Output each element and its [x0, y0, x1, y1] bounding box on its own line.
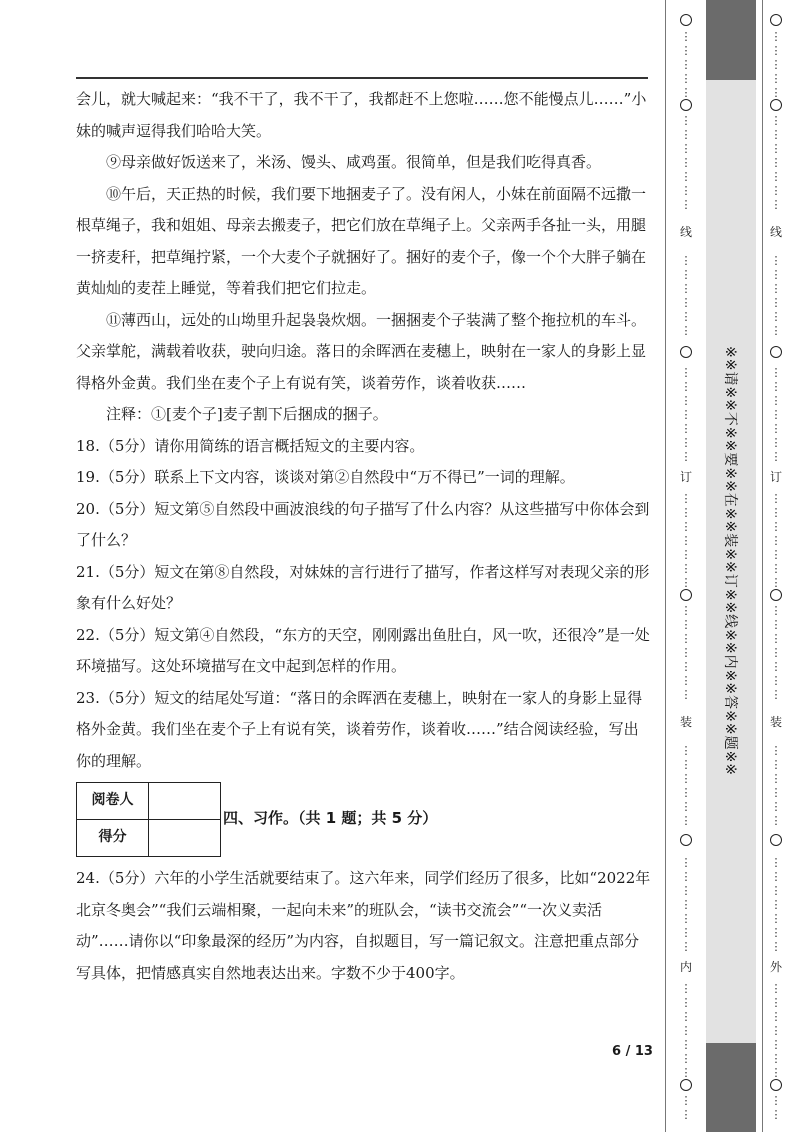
- outer-dot: ⋮: [770, 1038, 782, 1051]
- outer-dot: ⋮: [770, 366, 782, 379]
- outer-dot: ⋮: [770, 898, 782, 911]
- inner-dot: ⋮: [680, 170, 692, 183]
- inner-ring-4: [680, 589, 692, 601]
- binding-band-bottom: [706, 1043, 756, 1132]
- outer-dot: ⋮: [770, 450, 782, 463]
- inner-dot: ⋮: [680, 408, 692, 421]
- outer-dot: ⋮: [770, 870, 782, 883]
- inner-dot: ⋮: [680, 870, 692, 883]
- inner-ring-5: [680, 834, 692, 846]
- inner-dot: ⋮: [680, 1052, 692, 1065]
- inner-dot: ⋮: [680, 72, 692, 85]
- outer-dot: ⋮: [770, 380, 782, 393]
- inner-dot: ⋮: [680, 786, 692, 799]
- question-23: 23.（5分）短文的结尾处写道：“落日的余晖洒在麦穗上，映射在一家人的身影上显得格外金黄。我们坐在麦个子上有说有笑，谈着劳作，谈着收……”结合阅读经验，写出你的理解。: [76, 688, 643, 770]
- question-22: 22.（5分）短文第④自然段，“东方的天空，刚刚露出鱼肚白，风一吹，还很冷”是一处环境描写。这处环境描写在文中起到怎样的作用。: [76, 625, 650, 675]
- outer-dot: ⋮: [770, 198, 782, 211]
- outer-dot: ⋮: [770, 688, 782, 701]
- inner-dot: ⋮: [680, 492, 692, 505]
- inner-dot: ⋮: [680, 856, 692, 869]
- inner-dot: ⋮: [680, 114, 692, 127]
- outer-dot: ⋮: [770, 1108, 782, 1121]
- inner-dot: ⋮: [680, 436, 692, 449]
- outer-ring-5: [770, 834, 782, 846]
- outer-dot: ⋮: [770, 520, 782, 533]
- passage-paragraph-11: ⑪薄西山，远处的山坳里升起袅袅炊烟。一捆捆麦个子装满了整个拖拉机的车斗。父亲掌舵，满载着收获，驶向归途。落日的余晖洒在麦穗上，映射在一家人的身影上显得格外金黄。我们坐在麦个子上有说有笑，谈着劳作，谈着收获……: [76, 310, 647, 392]
- outer-dot: ⋮: [770, 646, 782, 659]
- outer-dot: ⋮: [770, 44, 782, 57]
- outer-dot: ⋮: [770, 576, 782, 589]
- inner-dot: ⋮: [680, 58, 692, 71]
- exam-content: [76, 84, 651, 989]
- outer-dot: ⋮: [770, 492, 782, 505]
- inner-ring-3: [680, 346, 692, 358]
- inner-dot: ⋮: [680, 982, 692, 995]
- passage-paragraph-10: ⑩午后，天正热的时候，我们要下地捆麦子了。没有闲人，小妹在前面隔不远撒一根草绳子，我和姐姐、母亲去搬麦子，把它们放在草绳子上。父亲两手各扯一头，用腿一挤麦秆，把草绳拧紧，一个大麦个子就捆好了。捆好的麦个子，像一个个大胖子躺在黄灿灿的麦茬上睡觉，等着我们把它们拉走。: [76, 184, 647, 297]
- outer-ring-2: [770, 99, 782, 111]
- outer-dot: ⋮: [770, 72, 782, 85]
- outer-dot: ⋮: [770, 30, 782, 43]
- inner-dot: ⋮: [680, 324, 692, 337]
- outer-dot: ⋮: [770, 1066, 782, 1079]
- outer-dot: ⋮: [770, 786, 782, 799]
- outer-dot: ⋮: [770, 156, 782, 169]
- inner-dot: ⋮: [680, 296, 692, 309]
- outer-binding-column: [766, 0, 786, 1132]
- inner-dot: ⋮: [680, 758, 692, 771]
- outer-dot: ⋮: [770, 436, 782, 449]
- inner-dot: ⋮: [680, 1094, 692, 1107]
- header-rule: [76, 77, 648, 79]
- outer-dot: ⋮: [770, 310, 782, 323]
- inner-dot: ⋮: [680, 128, 692, 141]
- inner-dot: ⋮: [680, 86, 692, 99]
- outer-dot: ⋮: [770, 170, 782, 183]
- question-24: 24.（5分）六年的小学生活就要结束了。这六年来，同学们经历了很多，比如“2022年北京冬奥会”“我们云端相聚，一起向未来”的班队会，“读书交流会”“一次义卖活动”……请你以“印象最深的经历”为内容，自拟题目，写一篇记叙文。注意把重点部分写具体，把情感真实自然地表达出来。字数不少于400字。: [76, 869, 651, 982]
- inner-dot: ⋮: [680, 660, 692, 673]
- inner-dot: ⋮: [680, 604, 692, 617]
- passage-paragraph-continued: 会儿，就大喊起来：“我不干了，我不干了，我都赶不上您啦……您不能慢点儿……”小妹的喊声逗得我们哈哈大笑。: [76, 90, 647, 140]
- inner-mark-3: 装: [679, 715, 692, 729]
- outer-dot: ⋮: [770, 996, 782, 1009]
- outer-dot: ⋮: [770, 548, 782, 561]
- binding-band-top: [706, 0, 756, 80]
- inner-dot: ⋮: [680, 366, 692, 379]
- outer-dot: ⋮: [770, 1024, 782, 1037]
- score-label: 得分: [77, 819, 149, 856]
- inner-dot: ⋮: [680, 646, 692, 659]
- inner-dot: ⋮: [680, 184, 692, 197]
- inner-dot: ⋮: [680, 1066, 692, 1079]
- outer-dot: ⋮: [770, 758, 782, 771]
- outer-dot: ⋮: [770, 324, 782, 337]
- inner-dot: ⋮: [680, 422, 692, 435]
- inner-ring-2: [680, 99, 692, 111]
- outer-dot: ⋮: [770, 604, 782, 617]
- outer-dot: ⋮: [770, 184, 782, 197]
- inner-dot: ⋮: [680, 506, 692, 519]
- inner-dot: ⋮: [680, 562, 692, 575]
- reviewer-label: 阅卷人: [77, 782, 149, 819]
- inner-dot: ⋮: [680, 450, 692, 463]
- outer-ring-3: [770, 346, 782, 358]
- inner-ring-6: [680, 1079, 692, 1091]
- outer-dot: ⋮: [770, 114, 782, 127]
- section-4-header: [76, 781, 651, 857]
- outer-dot: ⋮: [770, 254, 782, 267]
- passage-note: 注释：①[麦个子]麦子割下后捆成的捆子。: [106, 405, 388, 423]
- outer-dot: ⋮: [770, 1094, 782, 1107]
- inner-dot: ⋮: [680, 1010, 692, 1023]
- outer-dot: ⋮: [770, 632, 782, 645]
- outer-dot: ⋮: [770, 86, 782, 99]
- inner-dot: ⋮: [680, 772, 692, 785]
- inner-dot: ⋮: [680, 884, 692, 897]
- inner-dot: ⋮: [680, 44, 692, 57]
- inner-dot: ⋮: [680, 198, 692, 211]
- inner-dot: ⋮: [680, 1108, 692, 1121]
- outer-dot: ⋮: [770, 884, 782, 897]
- inner-dot: ⋮: [680, 156, 692, 169]
- inner-dot: ⋮: [680, 618, 692, 631]
- section-4-title: 四、习作。（共 1 题；共 5 分）: [223, 809, 438, 828]
- inner-dot: ⋮: [680, 30, 692, 43]
- score-table: [76, 782, 221, 857]
- outer-dot: ⋮: [770, 142, 782, 155]
- outer-dot: ⋮: [770, 772, 782, 785]
- outer-dot: ⋮: [770, 1010, 782, 1023]
- question-21: 21.（5分）短文在第⑧自然段，对妹妹的言行进行了描写，作者这样写对表现父亲的形象有什么好处？: [76, 562, 650, 612]
- outer-dot: ⋮: [770, 982, 782, 995]
- outer-mark-2: 订: [769, 470, 782, 484]
- inner-dot: ⋮: [680, 940, 692, 953]
- reviewer-box: [149, 782, 221, 819]
- inner-dot: ⋮: [680, 380, 692, 393]
- inner-mark-4: 内: [679, 960, 692, 974]
- outer-dot: ⋮: [770, 800, 782, 813]
- inner-binding-column: [676, 0, 696, 1132]
- margin-line-right: [762, 0, 763, 1132]
- inner-dot: ⋮: [680, 744, 692, 757]
- outer-dot: ⋮: [770, 814, 782, 827]
- outer-ring-1: [770, 14, 782, 26]
- inner-mark-1: 线: [679, 225, 692, 239]
- inner-dot: ⋮: [680, 898, 692, 911]
- outer-dot: ⋮: [770, 926, 782, 939]
- outer-mark-4: 外: [769, 960, 782, 974]
- page-number: 6 / 13: [612, 1044, 653, 1059]
- inner-dot: ⋮: [680, 520, 692, 533]
- outer-dot: ⋮: [770, 506, 782, 519]
- question-20: 20.（5分）短文第⑤自然段中画波浪线的句子描写了什么内容？从这些描写中你体会到了什么？: [76, 499, 650, 549]
- inner-dot: ⋮: [680, 632, 692, 645]
- margin-line-left: [665, 0, 666, 1132]
- inner-dot: ⋮: [680, 800, 692, 813]
- outer-dot: ⋮: [770, 744, 782, 757]
- outer-ring-4: [770, 589, 782, 601]
- inner-dot: ⋮: [680, 534, 692, 547]
- outer-dot: ⋮: [770, 268, 782, 281]
- outer-dot: ⋮: [770, 618, 782, 631]
- inner-ring-1: [680, 14, 692, 26]
- outer-dot: ⋮: [770, 58, 782, 71]
- inner-dot: ⋮: [680, 1024, 692, 1037]
- outer-dot: ⋮: [770, 282, 782, 295]
- inner-dot: ⋮: [680, 688, 692, 701]
- question-19: 19.（5分）联系上下文内容，谈谈对第②自然段中“万不得已”一词的理解。: [76, 468, 575, 486]
- inner-dot: ⋮: [680, 394, 692, 407]
- inner-dot: ⋮: [680, 1038, 692, 1051]
- inner-dot: ⋮: [680, 912, 692, 925]
- question-18: 18.（5分）请你用简练的语言概括短文的主要内容。: [76, 436, 425, 455]
- outer-dot: ⋮: [770, 534, 782, 547]
- inner-dot: ⋮: [680, 142, 692, 155]
- outer-dot: ⋮: [770, 408, 782, 421]
- inner-dot: ⋮: [680, 674, 692, 687]
- inner-dot: ⋮: [680, 548, 692, 561]
- outer-dot: ⋮: [770, 128, 782, 141]
- inner-dot: ⋮: [680, 310, 692, 323]
- inner-dot: ⋮: [680, 926, 692, 939]
- passage-paragraph-9: ⑨母亲做好饭送来了，米汤、馒头、咸鸡蛋。很简单，但是我们吃得真香。: [106, 153, 602, 171]
- binding-notice: ※※请※※不※※要※※在※※装※※订※※线※※内※※答※※题※※: [722, 345, 738, 777]
- outer-dot: ⋮: [770, 912, 782, 925]
- outer-dot: ⋮: [770, 296, 782, 309]
- outer-dot: ⋮: [770, 660, 782, 673]
- inner-dot: ⋮: [680, 814, 692, 827]
- inner-dot: ⋮: [680, 282, 692, 295]
- inner-dot: ⋮: [680, 254, 692, 267]
- inner-dot: ⋮: [680, 996, 692, 1009]
- outer-dot: ⋮: [770, 394, 782, 407]
- outer-mark-3: 装: [769, 715, 782, 729]
- inner-mark-2: 订: [679, 470, 692, 484]
- outer-dot: ⋮: [770, 562, 782, 575]
- outer-dot: ⋮: [770, 1052, 782, 1065]
- score-box: [149, 819, 221, 856]
- outer-dot: ⋮: [770, 856, 782, 869]
- outer-ring-6: [770, 1079, 782, 1091]
- outer-dot: ⋮: [770, 422, 782, 435]
- outer-mark-1: 线: [769, 225, 782, 239]
- outer-dot: ⋮: [770, 674, 782, 687]
- outer-dot: ⋮: [770, 940, 782, 953]
- inner-dot: ⋮: [680, 268, 692, 281]
- inner-dot: ⋮: [680, 576, 692, 589]
